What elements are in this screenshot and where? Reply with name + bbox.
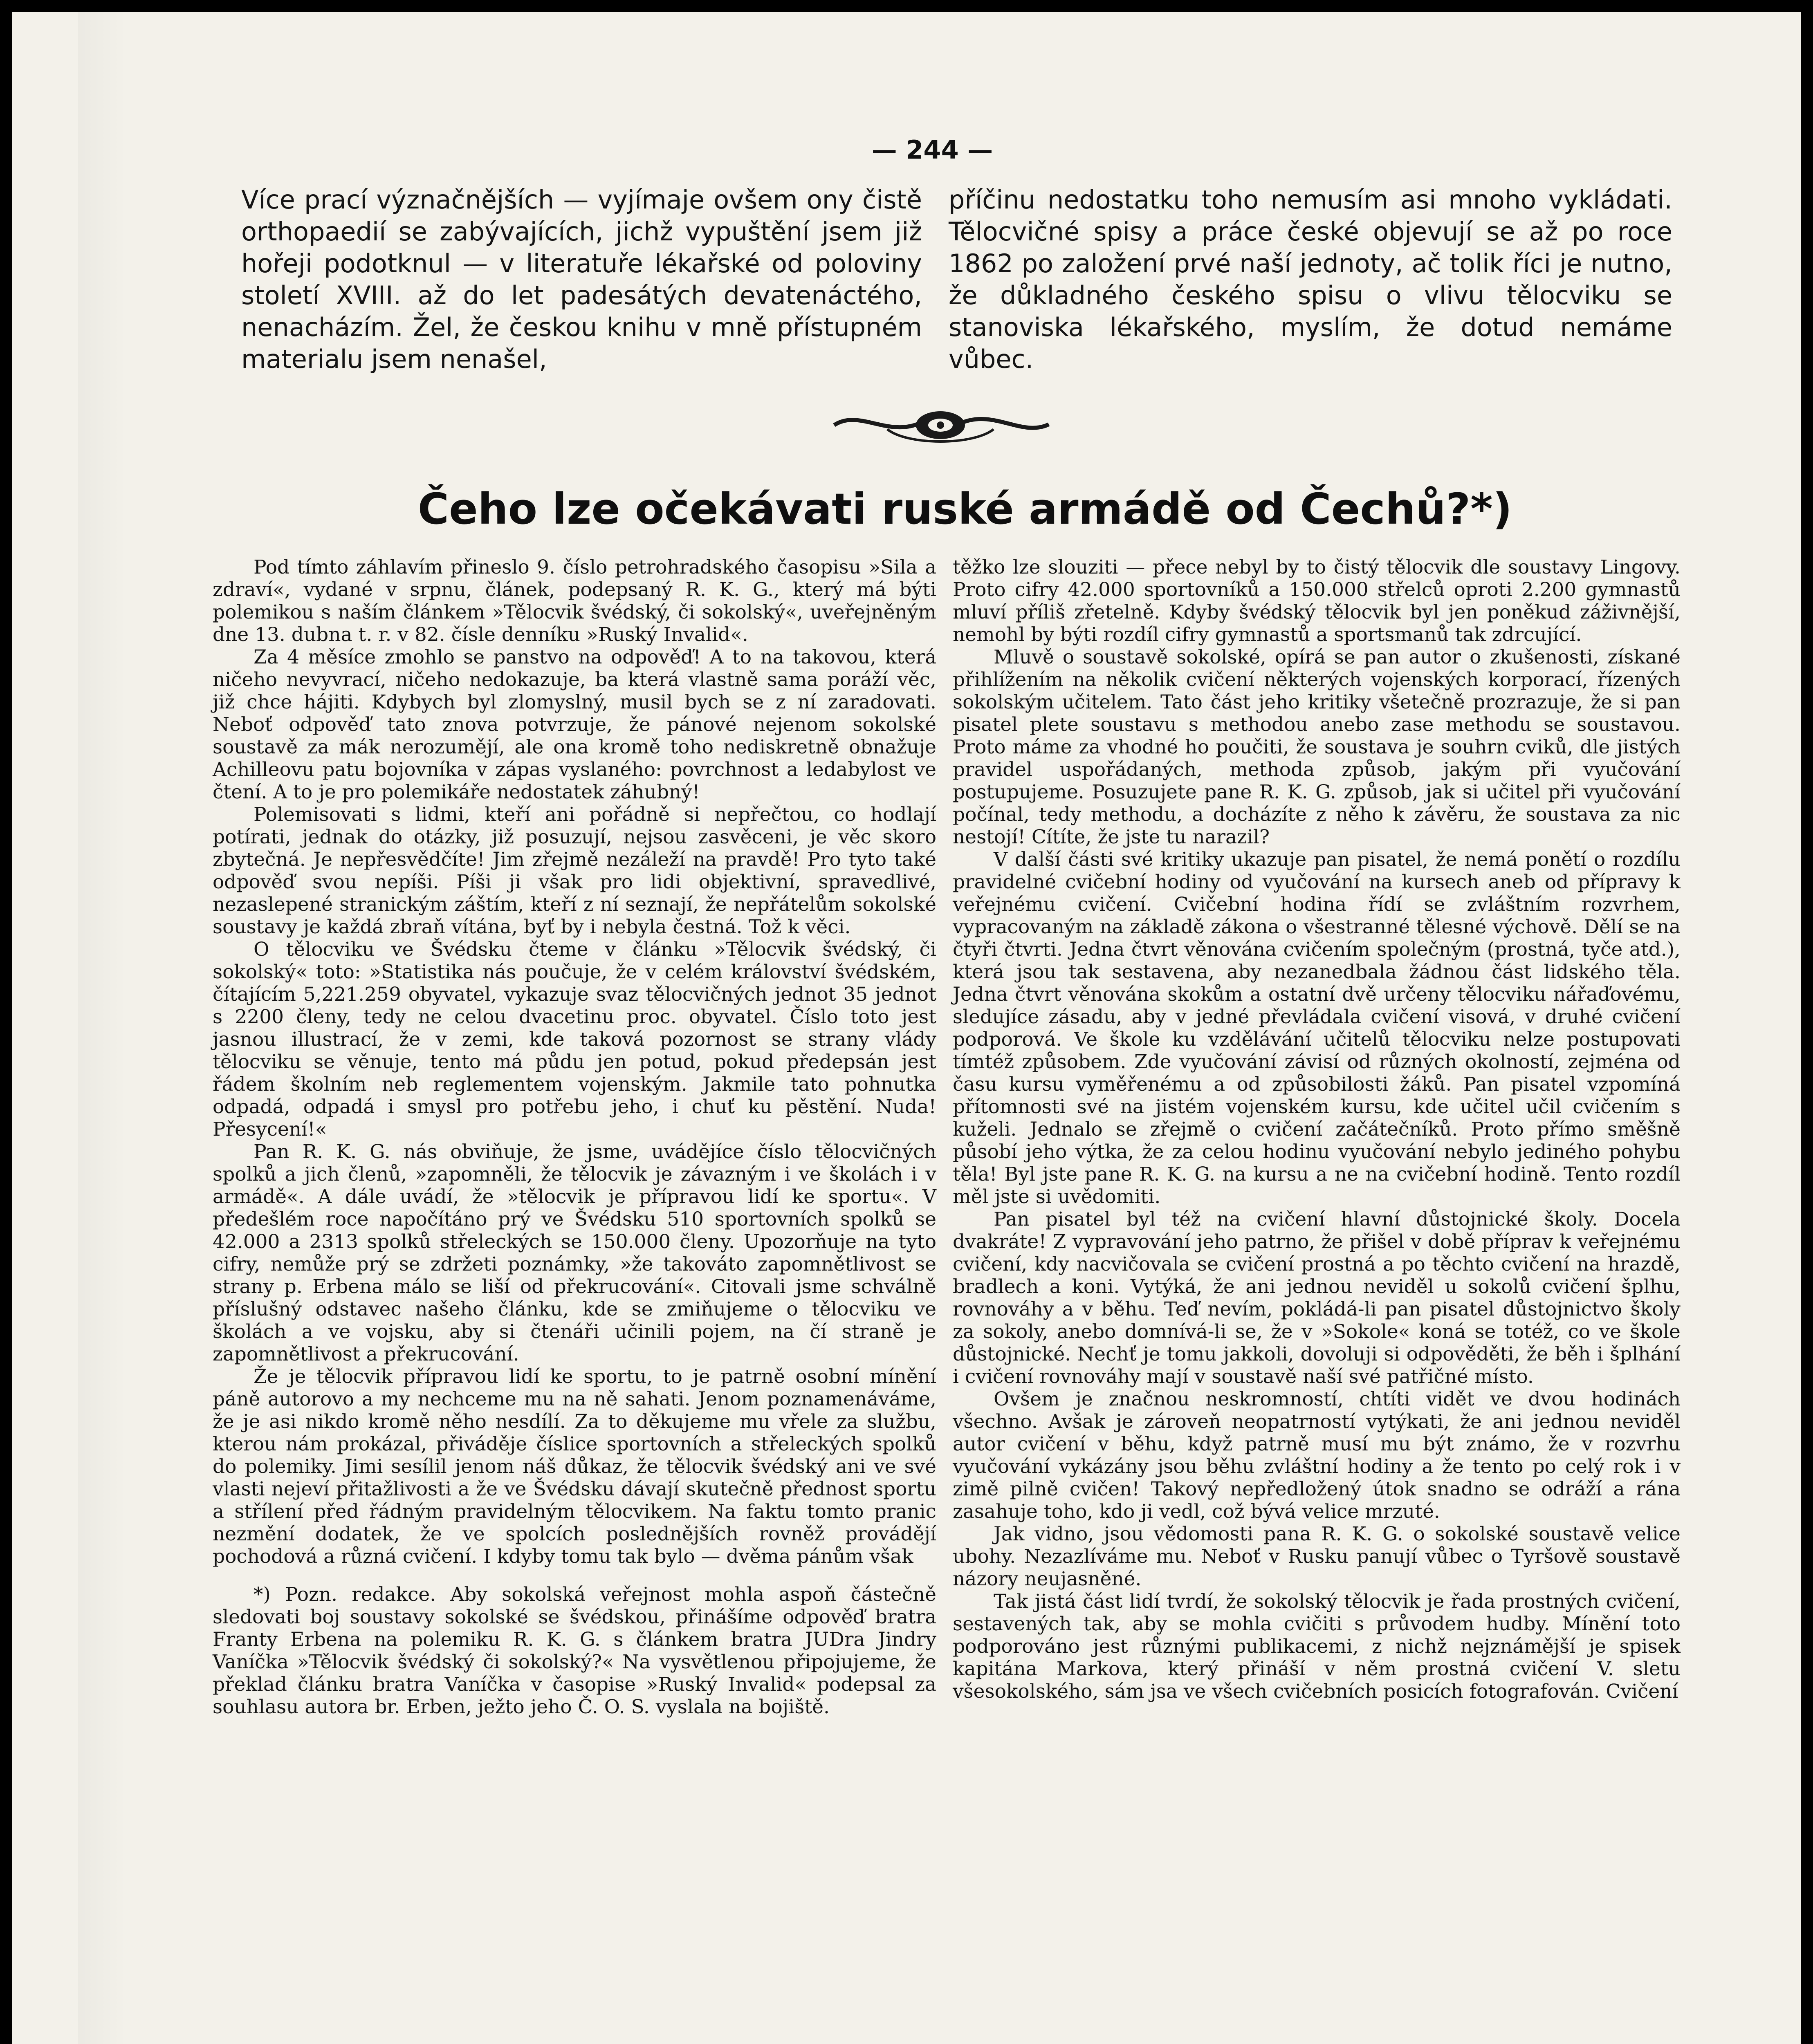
article-left-column (213, 556, 936, 1718)
paragraph: těžko lze slouziti — přece nebyl by to čistý tělocvik dle soustavy Lingovy. Proto cifry 42.000 sportovníků a 150.000 střelců oproti 2.200 gymnastů mluví příliš zřetelně. Kdyby švédský tělocvik byl jen poněkud záživnější, nemohl by býti rozdíl cifry gymnastů a sportsmanů tak zdrcující. (953, 556, 1681, 646)
paragraph: Že je tělocvik přípravou lidí ke sportu, to je patrně osobní mínění páně autorovo a my nechceme mu na ně sahati. Jenom poznamenáváme, že je asi nikdo kromě něho nesdílí. Za to děkujeme mu vřele za službu, kterou nám prokázal, přiváděje číslice sportovních a střeleckých spolků do polemiky. Jimi sesílil jenom náš důkaz, že tělocvik švédský ani ve své vlasti nejeví přitažlivosti a že ve Švédsku dávají skutečně přednost sportu a střílení před řádným pravidelným tělocvikem. Na faktu tomto pranic nezmění dodatek, že ve spolcích posledněјších rovněž provádějí pochodová a různá cvičení. I kdyby tomu tak bylo — dvěma pánům však (213, 1365, 936, 1568)
intro-left-text: Více prací význačnějších — vyjímaje ovšem ony čistě orthopaedií se zabývajících, jichž vypuštění jsem již hořeji podotknul — v literatuře lékařské od poloviny století XVIII. až do let padesátých devatenáctého, nenacházím. Žel, že českou knihu v mně přístupném materialu jsem nenašel, (241, 185, 922, 374)
paragraph: Jak vidno, jsou vědomosti pana R. K. G. o sokolské soustavě velice ubohy. Nezazlíváme mu. Neboť v Rusku panují vůbec o Tyršově soustavě názory neujasněné. (953, 1523, 1681, 1590)
intro-right-column (949, 184, 1672, 375)
paragraph: Tak jistá část lidí tvrdí, že sokolský tělocvik je řada prostných cvičení, sestavených tak, aby se mohla cvičiti s průvodem hudby. Mínění toto podporováno jest různými publikacemi, z nichž nejznámější je spisek kapitána Markova, který přináší v něm prostná cvičení V. sletu všesokolského, sám jsa ve všech cvičebních posicích fotografován. Cvičení (953, 1590, 1681, 1703)
paragraph: Mluvě o soustavě sokolské, opírá se pan autor o zkušenosti, získané přihlížením na několik cvičení některých vojenských korporací, řízených sokolským učitelem. Tato část jeho kritiky všetečně prozrazuje, že si pan pisatel plete soustavu s methodou anebo zase methodu se soustavou. Proto máme za vhodné ho poučiti, že soustava je souhrn cviků, dle jistých pravidel uspořádaných, methoda způsob, jakým při vyučování postupujeme. Posuzujete pane R. K. G. způsob, jak si učitel při vyučování počínal, tedy methodu, a docházíte z něho k závěru, že soustava za nic nestojí! Cítíte, že jste tu narazil? (953, 646, 1681, 848)
ornament-divider-icon (826, 401, 1055, 454)
paragraph: Pan R. K. G. nás obviňuje, že jsme, uvádějíce číslo tělocvičných spolků a jich členů, »zapomněli, že tělocvik je závazným i ve školách i v armádě«. A dále uvádí, že »tělocvik je přípravou lidí ke sportu«. V předešlém roce napočítáno prý ve Švédsku 510 sportovních spolků se 42.000 a 2313 spolků střeleckých se 150.000 členy. Upozorňuje na tyto cifry, nemůže prý se zdržeti poznámky, »že takováto zapomnětlivost se strany p. Erbena málo se liší od překrucování«. Citovali jsme schválně příslušný odstavec našeho článku, kde se zmiňujeme o tělocviku ve školách a ve vojsku, aby si čtenáři učinili pojem, na čí straně je zapomnětlivost a překrucování. (213, 1141, 936, 1365)
newspaper-page (12, 12, 1801, 2044)
scan-edge-shading (78, 12, 127, 2044)
intro-left-column (241, 184, 922, 375)
article-title: Čeho lze očekávati ruské armádě od Čechů?*) (417, 484, 1512, 534)
paragraph: Pan pisatel byl též na cvičení hlavní důstojnické školy. Docela dvakráte! Z vypravování jeho patrno, že přišel v době příprav k veřejnému cvičení, kdy nacvičovala se cvičení prostná a po těchto cvičení na hrazdě, bradlech a koni. Vytýká, že ani jednou neviděl u sokolů cvičení šplhu, rovnováhy a v běhu. Teď nevím, pokládá-li pan pisatel důstojnictvo školy za sokoly, anebo domnívá-li se, že v »Sokole« koná se totéž, co ve škole důstojnické. Nechť je tomu jakkoli, dovoluji si odpověděti, že běh i šplhání i cvičení rovnováhy mají v soustavě naší své patřičné místo. (953, 1208, 1681, 1388)
paragraph: Polemisovati s lidmi, kteří ani pořádně si nepřečtou, co hodlají potírati, jednak do otázky, již posuzují, nejsou zasvěceni, je věc skoro zbytečná. Je nepřesvědčíte! Jim zřejmě nezáleží na pravdě! Pro tyto také odpověď svou nepíši. Píši ji však pro lidi objektivní, spravedlivé, nezaslepené stranickým záštím, kteří z ní seznají, že nepřátelům sokolské soustavy je každá zbraň vítána, byť by i nebyla čestná. Tož k věci. (213, 803, 936, 938)
editorial-footnote: *) Pozn. redakce. Aby sokolská veřejnost mohla aspoň částečně sledovati boj soustavy sokolské se švédskou, přinášíme odpověď bratra Franty Erbena na polemiku R. K. G. s článkem bratra JUDra Jindry Vaníčka »Tělocvik švédský či sokolský?« Na vysvětlenou připojujeme, že překlad článku bratra Vaníčka v časopise »Ruský Invalid« podepsal za souhlasu autora br. Erben, ježto jeho Č. O. S. vyslala na bojiště. (213, 1583, 936, 1718)
paragraph: Ovšem je značnou neskromností, chtíti vidět ve dvou hodinách všechno. Avšak je zároveň neopatrností vytýkati, že ani jednou neviděl autor cvičení v běhu, když patrně musí mu být známo, že v rozvrhu vyučování vykázány jsou běhu zvláštní hodiny a že tento po celý rok i v zimě pilně cvičen! Takový nepředložený útok snadno se odráží a rána zasahuje toho, kdo ji vedl, což bývá velice mrzuté. (953, 1388, 1681, 1523)
paragraph: V další části své kritiky ukazuje pan pisatel, že nemá ponětí o rozdílu pravidelné cvičební hodiny od vyučování na kursech aneb od přípravy k veřejnému cvičení. Cvičební hodina řídí se zvláštním rozvrhem, vypracovaným na základě zákona o všestranné tělesné výchově. Dělí se na čtyři čtvrti. Jedna čtvrt věnována cvičením společným (prostná, tyče atd.), která jsou tak sestavena, aby nezanedbala žádnou část lidského těla. Jedna čtvrt věnována skokům a ostatní dvě určeny tělocviku nářaďovému, sledujíce zásadu, aby v jedné převládala cvičení visová, v druhé cvičení podporová. Ve škole ku vzdělávání učitelů tělocviku nelze postupovati tímtéž způsobem. Zde vyučování závisí od různých okolností, zejména od času kursu vyměřenému a od způsobilosti žáků. Pan pisatel vzpomíná přítomnosti své na jistém vojenském kursu, kde učitel učil cvičením s kuželi. Jednalo se zřejmě o cvičení začátečníků. Proto přímo směšně působí jeho výtka, že za celou hodinu vyučování nebylo jediného pohybu těla! Byl jste pane R. K. G. na kursu a ne na cvičební hodině. Tento rozdíl měl jste si uvědomiti. (953, 848, 1681, 1208)
paragraph: O tělocviku ve Švédsku čteme v článku »Tělocvik švédský, či sokolský« toto: »Statistika nás poučuje, že v celém království švédském, čítajícím 5,221.259 obyvatel, vykazuje svaz tělocvičných jednot 35 jednot s 2200 členy, tedy ne celou dvacetinu proc. obyvatel. Číslo toto jest jasnou illustrací, že v zemi, kde taková pozornost se strany vlády tělocviku se věnuje, tento má půdu jen potud, pokud předepsán jest řádem školním neb reglementem vojenským. Jakmile tato pohnutka odpadá, odpadá i smysl pro potřebu jeho, i chuť ku pěstění. Nuda! Přesycení!« (213, 938, 936, 1141)
intro-right-text: příčinu nedostatku toho nemusím asi mnoho vykládati. Tělocvičné spisy a práce české objevují se až po roce 1862 po založení prvé naší jednoty, ač tolik říci je nutno, že důkladného českého spisu o vlivu tělocviku se stanoviska lékařského, myslím, že dotud nemáme vůbec. (949, 185, 1672, 374)
paragraph: Pod tímto záhlavím přineslo 9. číslo petrohradského časopisu »Sila a zdraví«, vydané v srpnu, článek, podepsaný R. K. G., který má býti polemikou s naším článkem »Tělocvik švédský, či sokolský«, uveřejněným dne 13. dubna t. r. v 82. čísle denníku »Ruský Invalid«. (213, 556, 936, 646)
paragraph: Za 4 měsíce zmohlo se panstvo na odpověď! A to na takovou, která ničeho nevyvrací, ničeho nedokazuje, ba která vlastně sama poráží věc, již chce hájiti. Kdybych byl zlomyslný, musil bych se z ní zaradovati. Neboť odpověď tato znova potvrzuje, že pánové nejenom sokolské soustavě za mák nerozumějí, ale ona kromě toho nediskretně obnažuje Achilleovu patu bojovníka v zápas vyslaného: povrchnost a ledabylost ve čtení. A to je pro polemikáře nedostatek záhubný! (213, 646, 936, 803)
page-number: — 244 — (871, 135, 993, 165)
article-right-column (953, 556, 1681, 1703)
